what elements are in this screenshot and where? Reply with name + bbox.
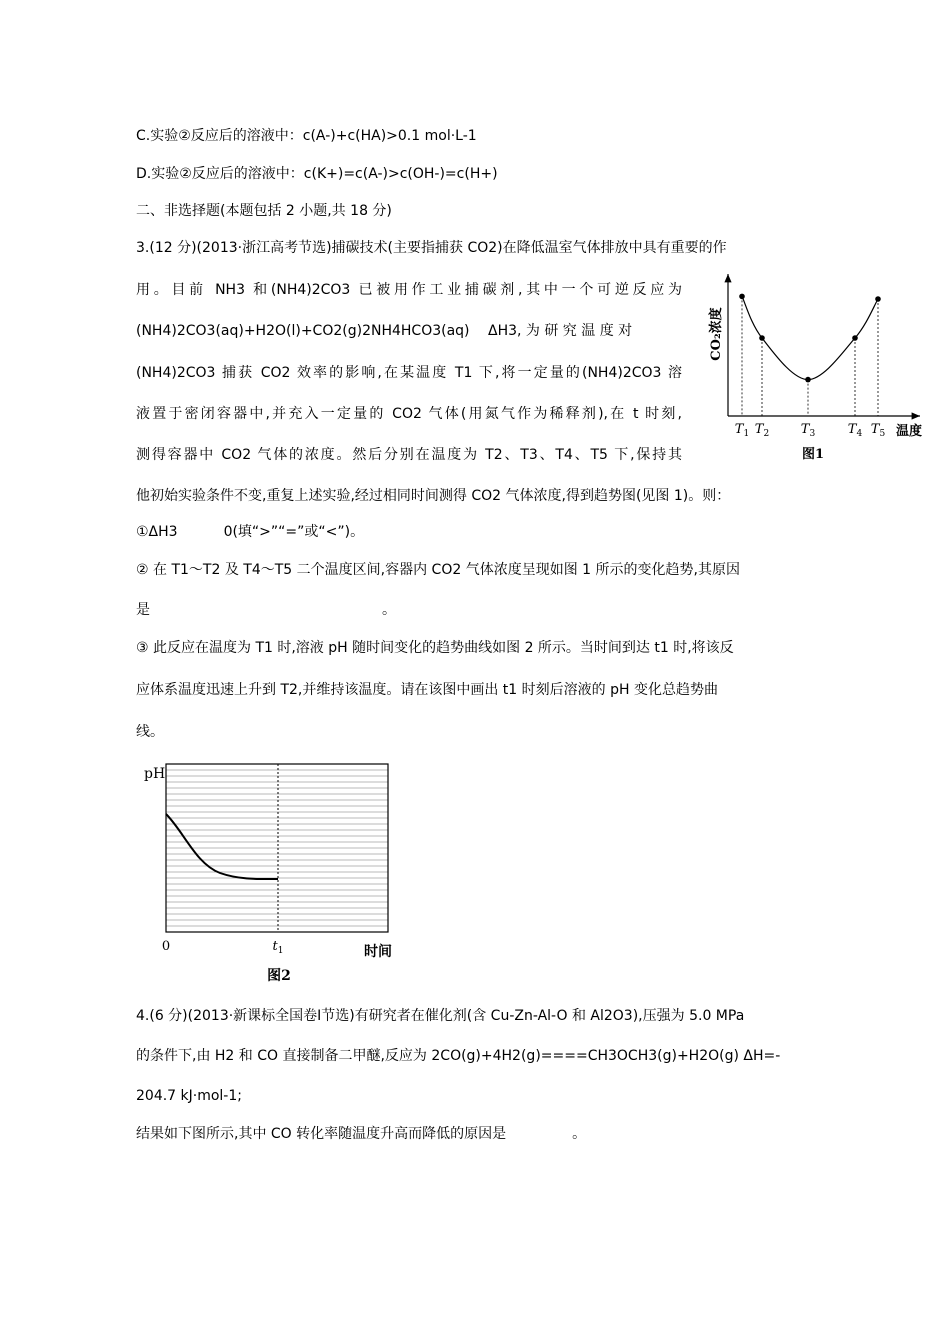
fig1-point-3 [805,377,811,383]
q3-item2-period: 。 [382,602,396,618]
fig1-point-2 [759,335,765,341]
q3-item-3-line-2: 应体系温度迅速上升到 T2,并维持该温度。请在该图中画出 t1 时刻后溶液的 pH 变化总趋势曲 [136,682,718,698]
q3-item-2: ② 在 T1～T2 及 T4～T5 二个温度区间,容器内 CO2 气体浓度呈现如图 1 所示的变化趋势,其原因 [136,562,740,578]
fig1-point-5 [875,296,881,302]
q4-question: 结果如下图所示,其中 CO 转化率随温度升高而降低的原因是 [136,1126,507,1142]
q3-item-3-line-3: 线。 [136,724,164,740]
fig2-ylabel: pH [144,766,166,782]
option-c: C.实验②反应后的溶液中：c(A-)+c(HA)>0.1 mol·L-1 [136,128,477,144]
q3-line-1: 3.(12 分)(2013·浙江高考节选)捕碳技术(主要指捕获 CO2)在降低温室气体排放中具有重要的作 [136,240,727,256]
q3-item-1 [136,522,364,542]
fig1-tick-3: $T_3$ [800,422,816,439]
q3-line-6: 测得容器中 CO2 气体的浓度。然后分别在温度为 T2、T3、T4、T5 下,保持其 [136,447,682,463]
q3-item-2-answer [136,600,396,620]
q4-line-4 [136,1124,586,1144]
fig2-t1-label: $t_1$ [272,939,284,956]
fig1-ylabel: CO₂浓度 [709,307,724,361]
q4-period: 。 [572,1126,587,1142]
fig1-point-1 [739,294,745,300]
fig2-caption: 图2 [267,968,291,984]
q3-line-2: 用。目前 NH3 和(NH4)2CO3 已被用作工业捕碳剂,其中一个可逆反应为 [136,282,682,298]
fig1-tick-2: $T_2$ [754,422,770,439]
fig1-tick-5: $T_5$ [870,422,886,439]
option-d: D.实验②反应后的溶液中：c(K+)=c(A-)>c(OH-)=c(H+) [136,166,498,182]
q3-item-3-line-1: ③ 此反应在温度为 T1 时,溶液 pH 随时间变化的趋势曲线如图 2 所示。当时间到达 t1 时,将该反 [136,640,734,656]
section-heading: 二、非选择题(本题包括 2 小题,共 18 分) [136,203,392,219]
fig1-tick-1: $T_1$ [734,422,750,439]
fig1-tick-4: $T_4$ [847,422,863,439]
q3-line-7: 他初始实验条件不变,重复上述实验,经过相同时间测得 CO2 气体浓度,得到趋势图(见图 1)。则： [136,488,731,504]
q3-equation: (NH4)2CO3(aq)+H2O(l)+CO2(g)2NH4HCO3(aq) [136,323,470,339]
q3-item1-label: ①ΔH3 [136,524,178,540]
q4-line-2: 的条件下,由 H2 和 CO 直接制备二甲醚,反应为 2CO(g)+4H2(g)====CH3OCH3(g)+H2O(g) ΔH=- [136,1048,781,1064]
q3-item1-text: 0(填“>”“=”或“<”)。 [223,524,365,540]
q3-dh3-text: ΔH3, 为 研 究 温 度 对 [488,323,633,339]
q3-line-3 [136,321,682,341]
fig1-xlabel: 温度 [895,424,923,439]
fig1-caption: 图1 [801,447,825,462]
fig2-xlabel: 时间 [364,944,392,960]
q3-line-4: (NH4)2CO3 捕获 CO2 效率的影响,在某温度 T1 下,将一定量的(NH4)2CO3 溶 [136,365,682,381]
fig1-point-4 [852,335,858,341]
q4-line-1: 4.(6 分)(2013·新课标全国卷Ⅰ节选)有研究者在催化剂(含 Cu-Zn-Al-O 和 Al2O3),压强为 5.0 MPa [136,1008,745,1024]
fig2-origin: 0 [161,939,171,954]
figure-1-chart [700,268,940,468]
figure-2-chart [136,752,406,988]
q3-item2-shi: 是 [136,602,150,618]
q4-line-3: 204.7 kJ·mol-1; [136,1088,242,1104]
q3-line-5: 液置于密闭容器中,并充入一定量的 CO2 气体(用氮气作为稀释剂),在 t 时刻, [136,406,682,422]
